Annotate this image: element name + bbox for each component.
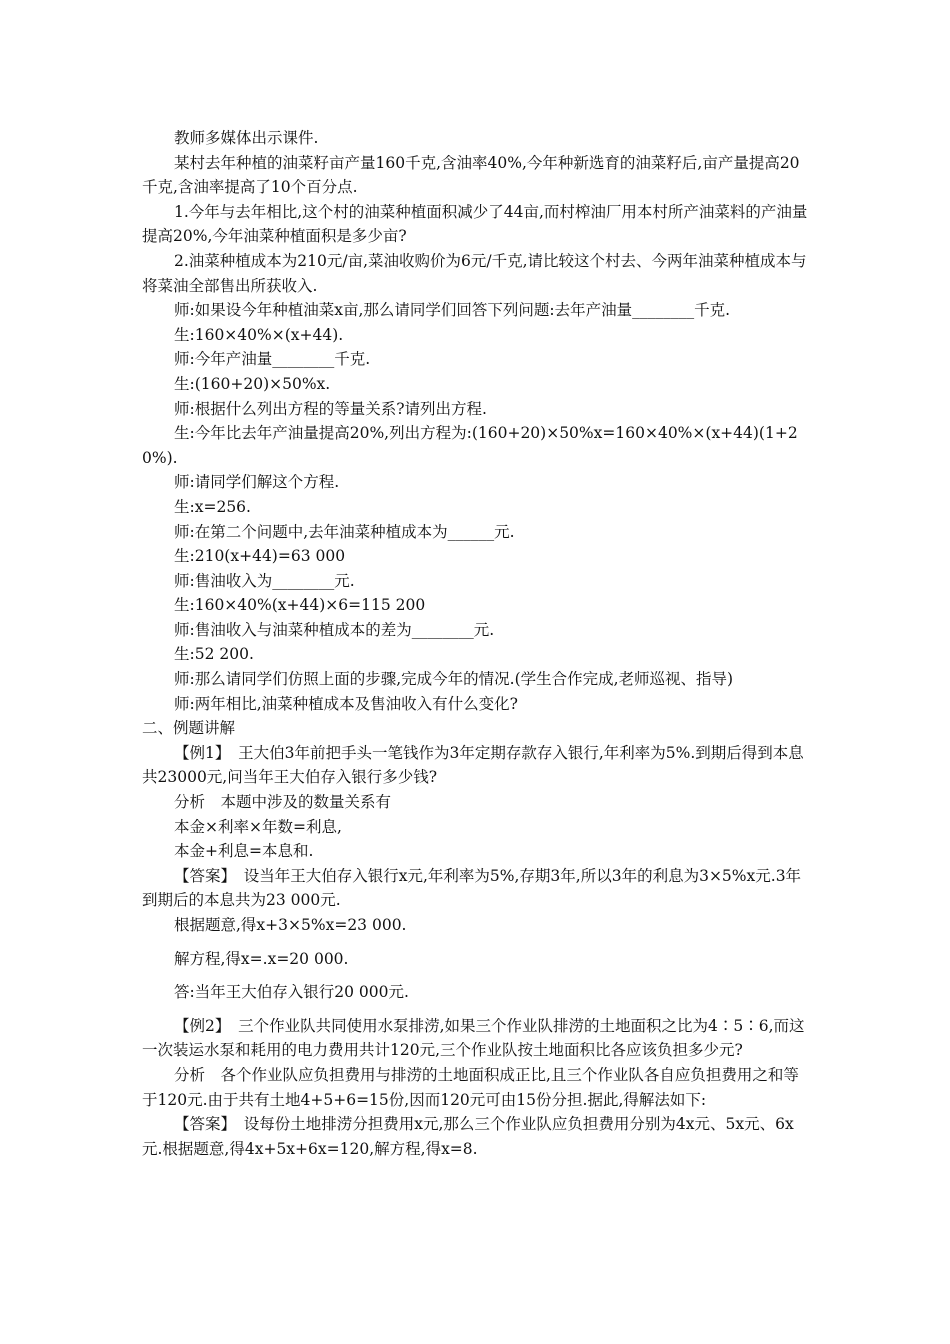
example-1-answer: 【答案】 设当年王大伯存入银行x元,年利率为5%,存期3年,所以3年的利息为3×5%x元.3年到期后的本息共为23 000元. (142, 866, 802, 910)
dialogue-line: 师:售油收入为________元. (174, 571, 355, 590)
dialogue-line: 师:今年产油量________千克. (174, 350, 371, 369)
dialogue-line: 生:160×40%×(x+44). (174, 325, 344, 344)
equation-line: 根据题意,得x+3×5%x=23 000. (174, 916, 407, 934)
dialogue-line: 生:210(x+44)=63 000 (174, 547, 346, 566)
example-2-answer: 【答案】 设每份土地排涝分担费用x元,那么三个作业队应负担费用分别为4x元、5x元、6x元.根据题意,得4x+5x+6x=120,解方程,得x=8. (142, 1115, 794, 1158)
dialogue-line: 师:两年相比,油菜种植成本及售油收入有什么变化? (174, 694, 518, 713)
formula-line: 本金×利率×年数=利息, (174, 817, 342, 836)
paragraph: 2.油菜种植成本为210元/亩,菜油收购价为6元/千克,请比较这个村去、今两年油菜种植成本与将菜油全部售出所获收入. (142, 251, 807, 295)
paragraph: 1.今年与去年相比,这个村的油菜种植面积减少了44亩,而村榨油厂用本村所产油菜料的产油量提高20%,今年油菜种植面积是多少亩? (142, 202, 808, 246)
document-body (142, 126, 810, 1161)
dialogue-line: 生:x=256. (174, 497, 251, 516)
example-1-question: 【例1】 王大伯3年前把手头一笔钱作为3年定期存款存入银行,年利率为5%.到期后得到本息共23000元,问当年王大伯存入银行多少钱? (142, 743, 804, 787)
dialogue-line: 生:今年比去年产油量提高20%,列出方程为:(160+20)×50%x=160×40%×(x+44)(1+20%). (142, 424, 798, 467)
dialogue-line: 师:如果设今年种植油菜x亩,那么请同学们回答下列问题:去年产油量________千克. (174, 301, 731, 320)
paragraph: 某村去年种植的油菜籽亩产量160千克,含油率40%,今年种新选育的油菜籽后,亩产量提高20千克,含油率提高了10个百分点. (142, 153, 800, 197)
example-2-question: 【例2】 三个作业队共同使用水泵排涝,如果三个作业队排涝的土地面积之比为4∶5∶6,而这一次装运水泵和耗用的电力费用共计120元,三个作业队按土地面积比各应该负担多少元? (142, 1016, 805, 1060)
formula-line: 本金+利息=本息和. (174, 842, 314, 861)
dialogue-line: 生:(160+20)×50%x. (174, 374, 331, 393)
dialogue-line: 师:在第二个问题中,去年油菜种植成本为______元. (174, 522, 515, 541)
dialogue-line: 生:160×40%(x+44)×6=115 200 (174, 596, 426, 615)
section-heading: 二、例题讲解 (142, 719, 236, 738)
example-2-analysis: 分析 各个作业队应负担费用与排涝的土地面积成正比,且三个作业队各自应负担费用之和等于120元.由于共有土地4+5+6=15份,因而120元可由15份分担.据此,得解法如下: (142, 1065, 799, 1109)
dialogue-line: 生:52 200. (174, 645, 254, 664)
solution-line: 解方程,得x=.x=20 000. (174, 949, 349, 968)
dialogue-line: 师:售油收入与油菜种植成本的差为________元. (174, 620, 495, 639)
dialogue-line: 师:请同学们解这个方程. (174, 473, 340, 492)
answer-line: 答:当年王大伯存入银行20 000元. (174, 983, 409, 1002)
dialogue-line: 师:那么请同学们仿照上面的步骤,完成今年的情况.(学生合作完成,老师巡视、指导) (174, 670, 734, 689)
paragraph: 教师多媒体出示课件. (174, 129, 319, 147)
example-1-analysis: 分析 本题中涉及的数量关系有 (174, 793, 392, 812)
dialogue-line: 师:根据什么列出方程的等量关系?请列出方程. (174, 399, 487, 418)
